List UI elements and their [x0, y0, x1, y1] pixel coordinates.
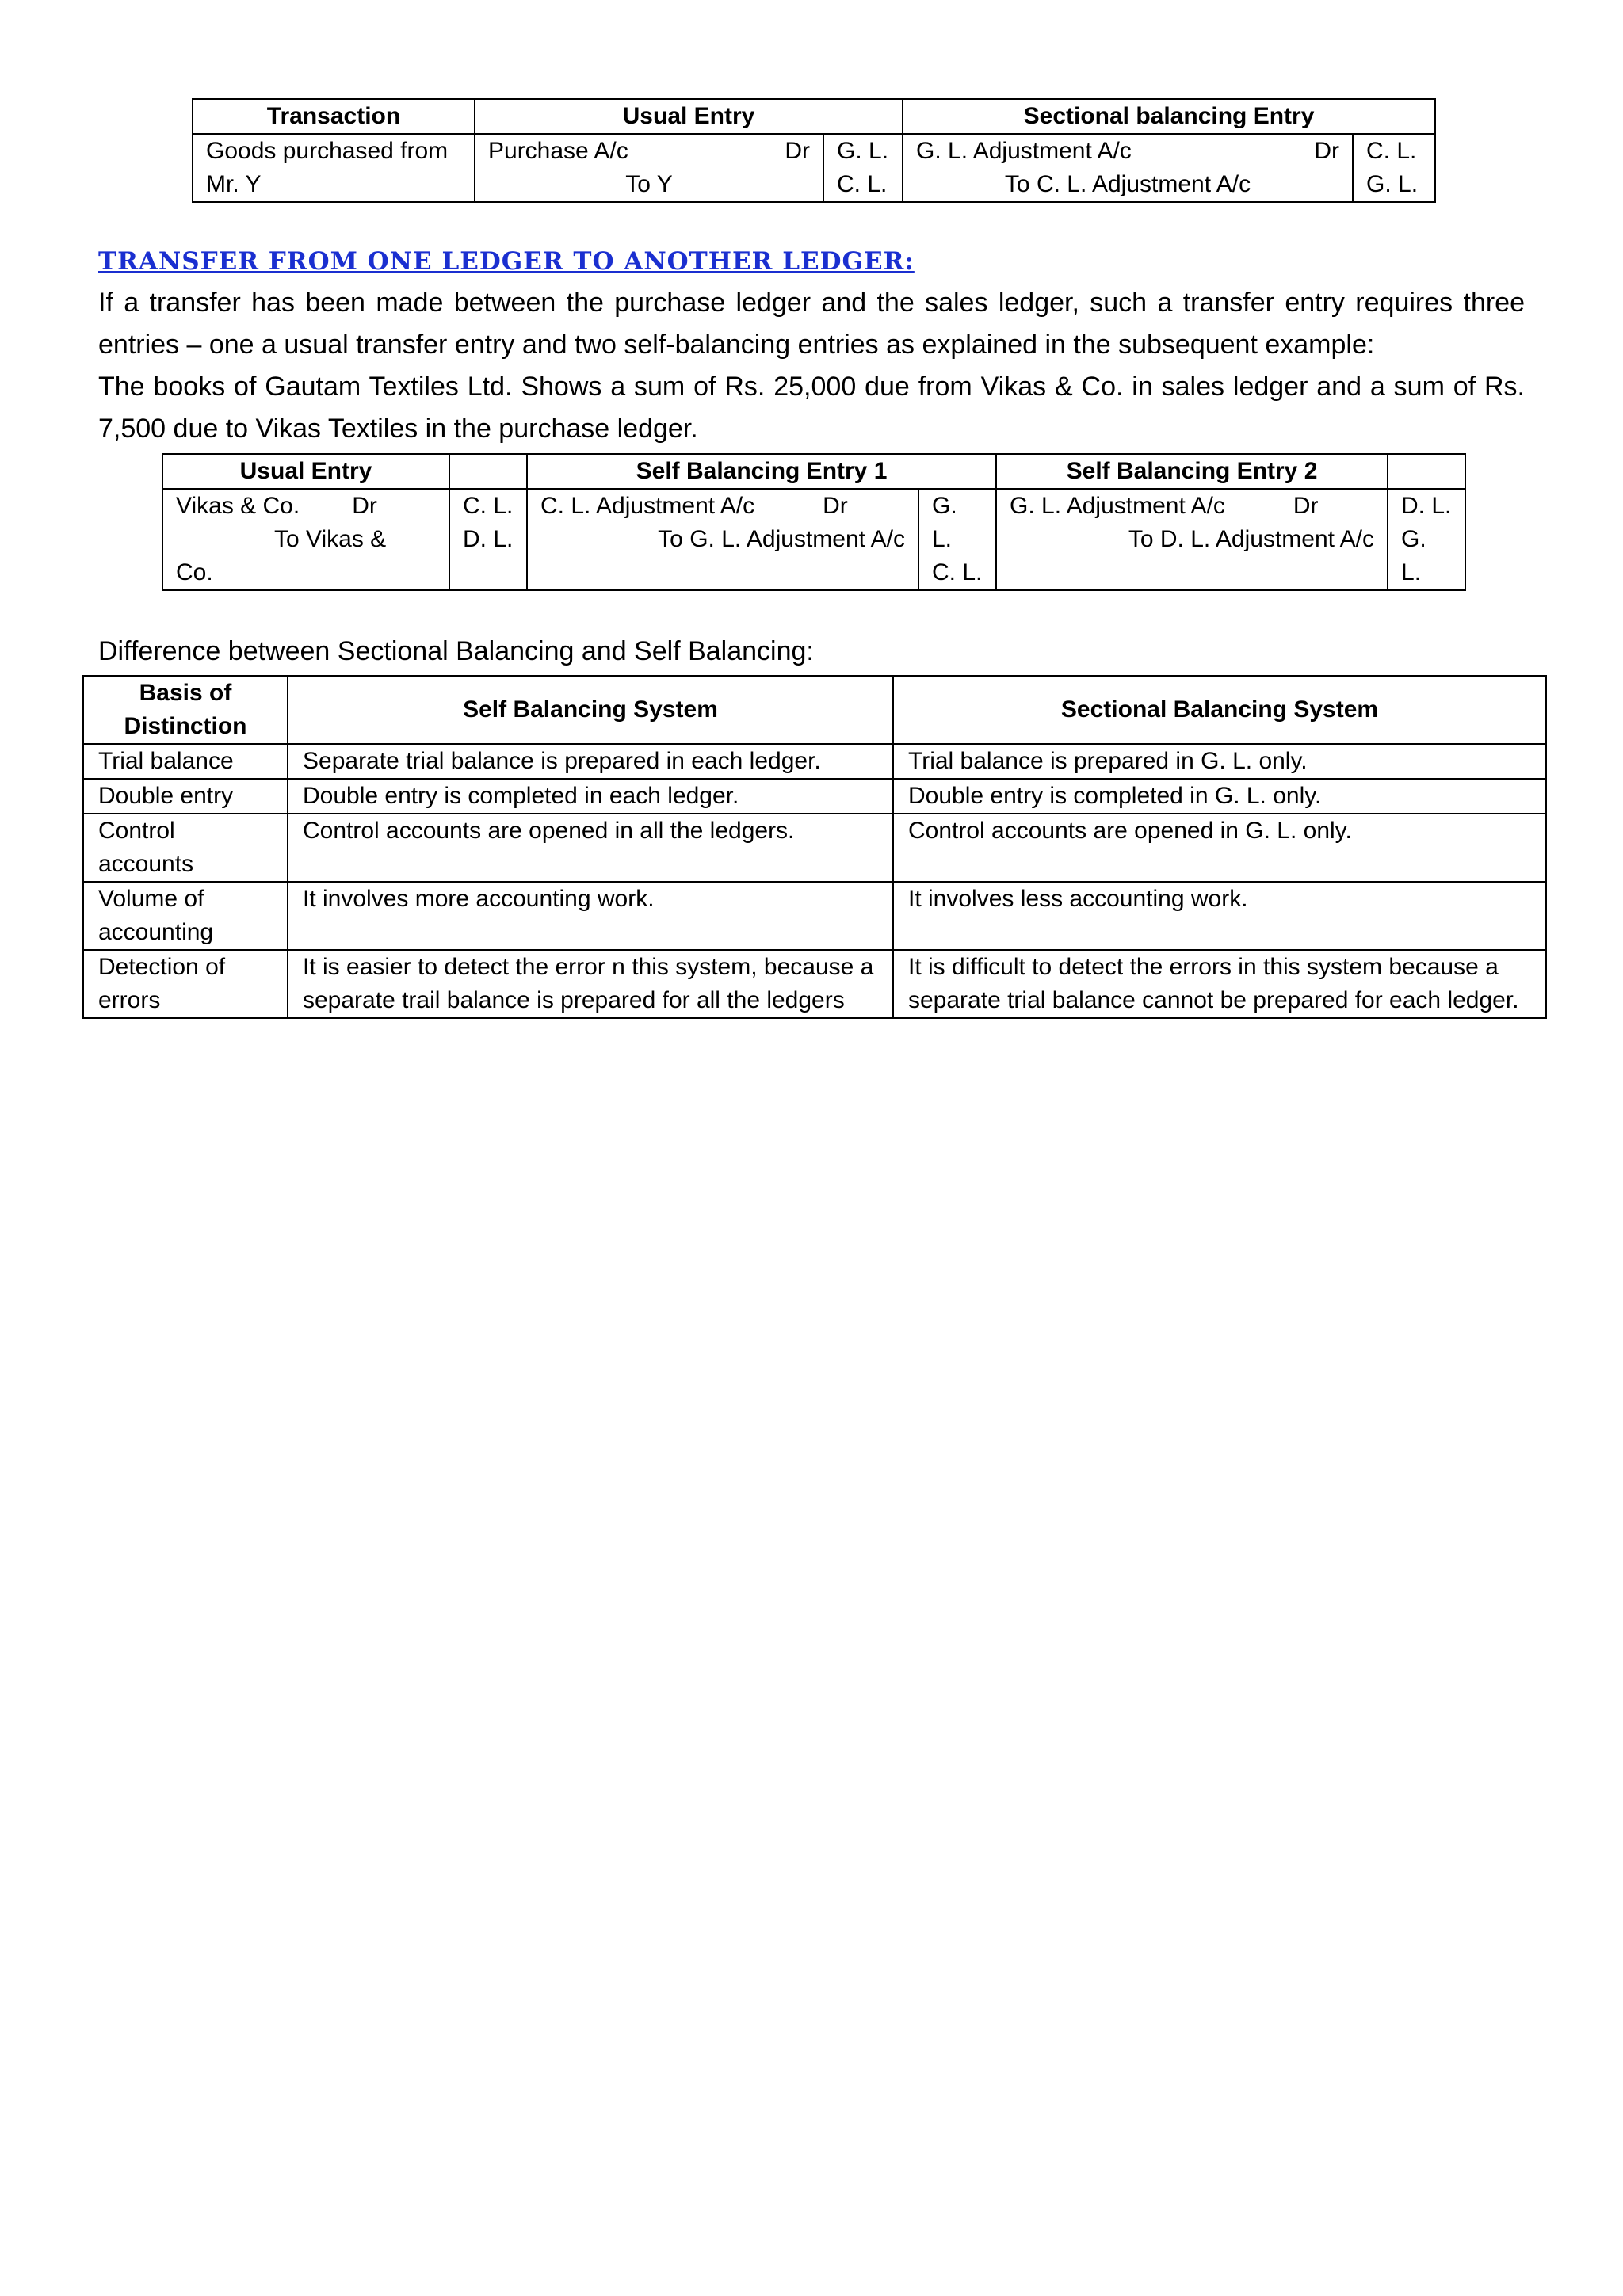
- ledger-cell: [918, 489, 996, 590]
- entry-credit: To C. L. Adjustment A/c: [1004, 171, 1251, 197]
- header-self-balancing-1: Self Balancing Entry 1: [527, 454, 996, 489]
- transaction-line: Mr. Y: [206, 171, 262, 197]
- sectional-entry-cell: [903, 134, 1353, 202]
- header-usual-entry: Usual Entry: [162, 454, 449, 489]
- header-blank: [449, 454, 527, 489]
- dr-label: Dr: [352, 493, 377, 519]
- header-basis: Basis of Distinction: [83, 676, 288, 744]
- dr-label: Dr: [1314, 138, 1339, 164]
- table-header-row: [193, 99, 1435, 134]
- sectional-balancing-cell: It involves less accounting work.: [893, 882, 1546, 950]
- header-self-balancing-2: Self Balancing Entry 2: [996, 454, 1388, 489]
- ledger-code: C. L.: [463, 493, 514, 519]
- paragraph-example: The books of Gautam Textiles Ltd. Shows a sum of Rs. 25,000 due from Vikas & Co. in sales ledger and a sum of Rs. 7,500 due to Vikas Textiles in the purchase ledger.: [98, 372, 1525, 444]
- basis-cell: Volume of accounting: [83, 882, 288, 950]
- entry-debit: G. L. Adjustment A/c: [1010, 493, 1225, 519]
- ledger-code: G. L.: [1401, 526, 1426, 585]
- table-header-row: [162, 454, 1465, 489]
- header-usual-entry: Usual Entry: [475, 99, 903, 134]
- entry-debit: G. L. Adjustment A/c: [916, 138, 1132, 164]
- self-balancing-cell: Separate trial balance is prepared in each ledger.: [288, 744, 893, 779]
- ledger-code: D. L.: [1401, 493, 1452, 519]
- self-balancing-cell: Control accounts are opened in all the ledgers.: [288, 814, 893, 882]
- sectional-entry-table: [192, 98, 1436, 203]
- self-balancing-cell: Double entry is completed in each ledger.: [288, 779, 893, 814]
- ledger-code: G. L.: [837, 138, 889, 164]
- section-heading: TRANSFER FROM ONE LEDGER TO ANOTHER LEDGER:: [98, 247, 915, 276]
- entry-debit: C. L. Adjustment A/c: [540, 493, 755, 519]
- transaction-line: Goods purchased from: [206, 138, 449, 164]
- difference-title: Difference between Sectional Balancing and Self Balancing:: [98, 636, 814, 666]
- transfer-entry-table: [162, 453, 1466, 591]
- self-balancing-cell: It involves more accounting work.: [288, 882, 893, 950]
- entry-credit: To G. L. Adjustment A/c: [658, 526, 905, 552]
- ledger-cell: [449, 489, 527, 590]
- basis-cell: Trial balance: [83, 744, 288, 779]
- self-balancing-1-cell: [527, 489, 918, 590]
- sectional-balancing-cell: Trial balance is prepared in G. L. only.: [893, 744, 1546, 779]
- table-row: [83, 882, 1546, 950]
- header-self-balancing: Self Balancing System: [288, 676, 893, 744]
- entry-credit: To D. L. Adjustment A/c: [1128, 526, 1375, 552]
- table-header-row: [83, 676, 1546, 744]
- table-row: [83, 779, 1546, 814]
- usual-entry-cell: [475, 134, 823, 202]
- table-row: [193, 134, 1435, 202]
- basis-cell: Double entry: [83, 779, 288, 814]
- entry-debit: Vikas & Co.: [176, 493, 300, 519]
- basis-cell: Detection of errors: [83, 950, 288, 1018]
- usual-entry-cell: [162, 489, 449, 590]
- table-row: [83, 950, 1546, 1018]
- transaction-cell: [193, 134, 475, 202]
- ledger-code: C. L.: [1366, 138, 1417, 164]
- table-row: [83, 814, 1546, 882]
- self-balancing-2-cell: [996, 489, 1388, 590]
- dr-label: Dr: [1293, 493, 1319, 519]
- basis-cell: Control accounts: [83, 814, 288, 882]
- difference-table: [82, 675, 1547, 1019]
- header-blank: [1388, 454, 1465, 489]
- table-row: [162, 489, 1465, 590]
- entry-debit: Purchase A/c: [488, 138, 628, 164]
- ledger-cell: [1353, 134, 1435, 202]
- sectional-balancing-cell: It is difficult to detect the errors in this system because a separate trial balance cannot be prepared for each ledger.: [893, 950, 1546, 1018]
- ledger-code: G. L.: [932, 493, 957, 552]
- ledger-code: C. L.: [932, 559, 983, 585]
- header-sectional-balancing: Sectional Balancing System: [893, 676, 1546, 744]
- sectional-balancing-cell: Double entry is completed in G. L. only.: [893, 779, 1546, 814]
- ledger-code: D. L.: [463, 526, 514, 552]
- header-transaction: Transaction: [193, 99, 475, 134]
- ledger-cell: [823, 134, 903, 202]
- dr-label: Dr: [823, 493, 848, 519]
- ledger-code: G. L.: [1366, 171, 1419, 197]
- self-balancing-cell: It is easier to detect the error n this system, because a separate trail balance is prepared for all the ledgers: [288, 950, 893, 1018]
- table-row: [83, 744, 1546, 779]
- entry-credit: To Vikas &: [274, 526, 387, 552]
- ledger-cell: [1388, 489, 1465, 590]
- dr-label: Dr: [785, 138, 810, 164]
- paragraph-transfer-intro: If a transfer has been made between the purchase ledger and the sales ledger, such a transfer entry requires three entries – one a usual transfer entry and two self-balancing entries as explained in the subsequent example:: [98, 288, 1525, 360]
- header-sectional-entry: Sectional balancing Entry: [903, 99, 1435, 134]
- sectional-balancing-cell: Control accounts are opened in G. L. only.: [893, 814, 1546, 882]
- ledger-code: C. L.: [837, 171, 888, 197]
- entry-credit: To Y: [625, 171, 673, 197]
- entry-credit-cont: Co.: [176, 559, 213, 585]
